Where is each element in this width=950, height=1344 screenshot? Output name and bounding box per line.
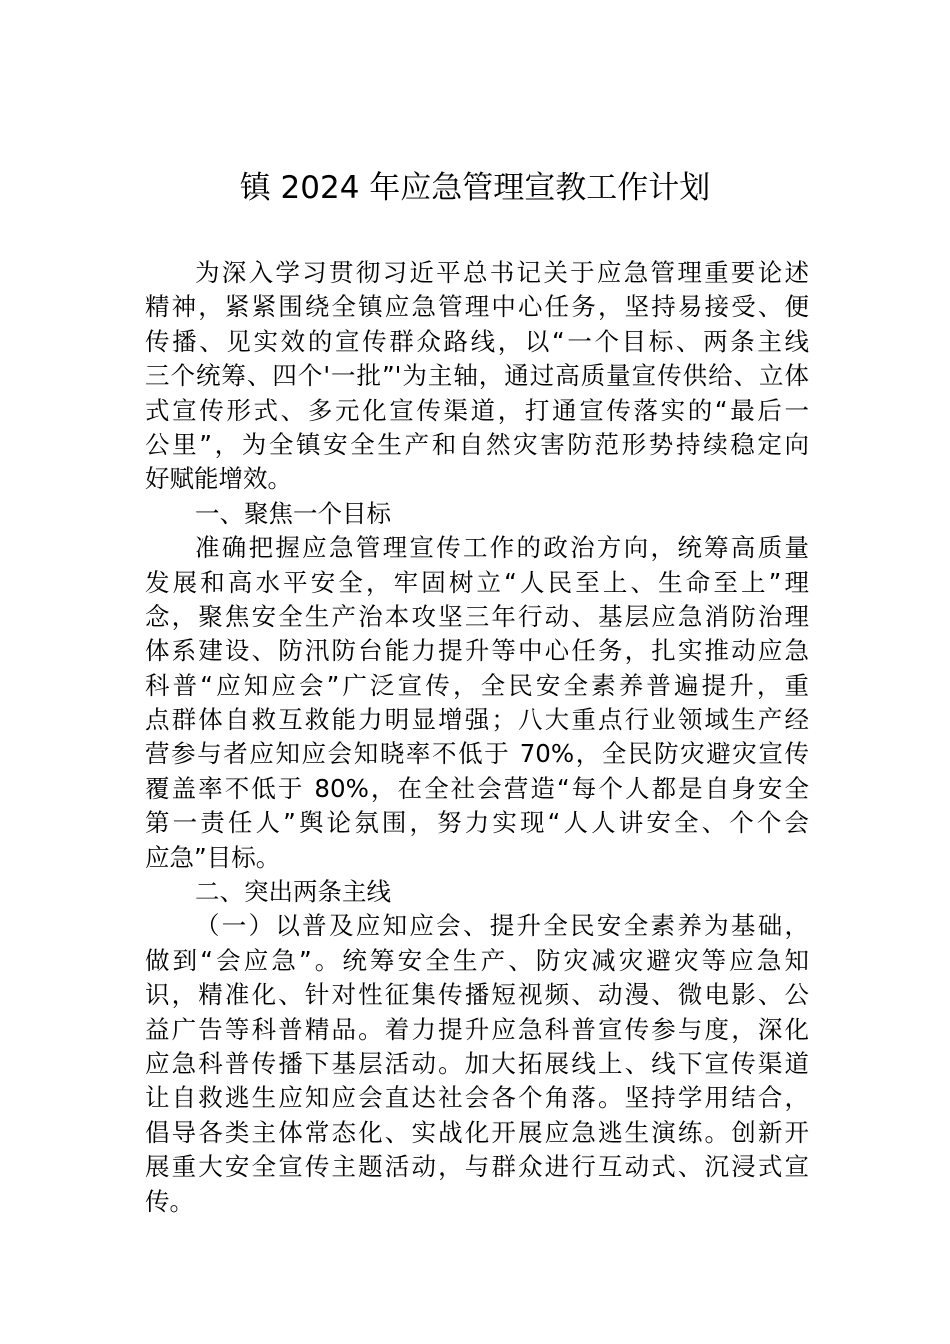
paragraph-intro-line-4: 三个统筹、四个'一批”'为主轴，通过高质量宣传供给、立体 xyxy=(145,361,809,391)
paragraph-mainline-line-3: 识，精准化、针对性征集传播短视频、动漫、微电影、公 xyxy=(145,980,809,1010)
paragraph-goal-line-10: 应急”目标。 xyxy=(145,842,281,872)
paragraph-goal-line-5: 科普“应知应会”广泛宣传，全民安全素养普遍提升，重 xyxy=(145,670,809,700)
paragraph-mainline-line-2: 做到“会应急”。统筹安全生产、防灾减灾避灾等应急知 xyxy=(145,945,809,975)
paragraph-goal-line-7: 营参与者应知应会知晓率不低于 70%，全民防灾避灾宣传 xyxy=(145,739,809,769)
paragraph-mainline-line-6: 让自救逃生应知应会直达社会各个角落。坚持学用结合， xyxy=(145,1083,809,1113)
paragraph-goal-line-9: 第一责任人”舆论氛围，努力实现“人人讲安全、个个会 xyxy=(145,808,809,838)
paragraph-intro-line-5: 式宣传形式、多元化宣传渠道，打通宣传落实的“最后一 xyxy=(145,395,809,425)
paragraph-goal-line-8: 覆盖率不低于 80%，在全社会营造“每个人都是自身安全 xyxy=(145,773,809,803)
paragraph-intro-line-1: 为深入学习贯彻习近平总书记关于应急管理重要论述 xyxy=(195,258,809,287)
paragraph-mainline-line-8: 展重大安全宣传主题活动，与群众进行互动式、沉浸式宣 xyxy=(145,1152,809,1182)
paragraph-mainline-line-5: 应急科普传播下基层活动。加大拓展线上、线下宣传渠道 xyxy=(145,1048,809,1078)
paragraph-mainline-line-9: 传。 xyxy=(145,1186,194,1216)
paragraph-goal-line-1: 准确把握应急管理宣传工作的政治方向，统筹高质量 xyxy=(195,533,809,563)
section-heading-1: 一、聚焦一个目标 xyxy=(195,498,391,528)
paragraph-intro-line-6: 公里”，为全镇安全生产和自然灾害防范形势持续稳定向 xyxy=(145,429,809,459)
paragraph-goal-line-6: 点群体自救互救能力明显增强；八大重点行业领域生产经 xyxy=(145,705,809,735)
document-title: 镇 2024 年应急管理宣教工作计划 xyxy=(239,170,711,206)
document-body xyxy=(145,256,809,1219)
paragraph-intro-line-2: 精神，紧紧围绕全镇应急管理中心任务，坚持易接受、便 xyxy=(145,292,809,322)
paragraph-goal-line-2: 发展和高水平安全，牢固树立“人民至上、生命至上”理 xyxy=(145,567,809,597)
paragraph-mainline-line-4: 益广告等科普精品。着力提升应急科普宣传参与度，深化 xyxy=(145,1014,809,1044)
paragraph-goal-line-3: 念，聚焦安全生产治本攻坚三年行动、基层应急消防治理 xyxy=(145,601,809,631)
paragraph-mainline-line-1: （一）以普及应知应会、提升全民安全素养为基础， xyxy=(195,911,809,941)
paragraph-intro-line-7: 好赋能增效。 xyxy=(145,464,292,494)
paragraph-mainline-line-7: 倡导各类主体常态化、实战化开展应急逃生演练。创新开 xyxy=(145,1117,809,1147)
paragraph-intro-line-3: 传播、见实效的宣传群众路线，以“一个目标、两条主线 xyxy=(145,326,809,356)
section-heading-2: 二、突出两条主线 xyxy=(195,877,391,907)
paragraph-goal-line-4: 体系建设、防汛防台能力提升等中心任务，扎实推动应急 xyxy=(145,636,809,666)
